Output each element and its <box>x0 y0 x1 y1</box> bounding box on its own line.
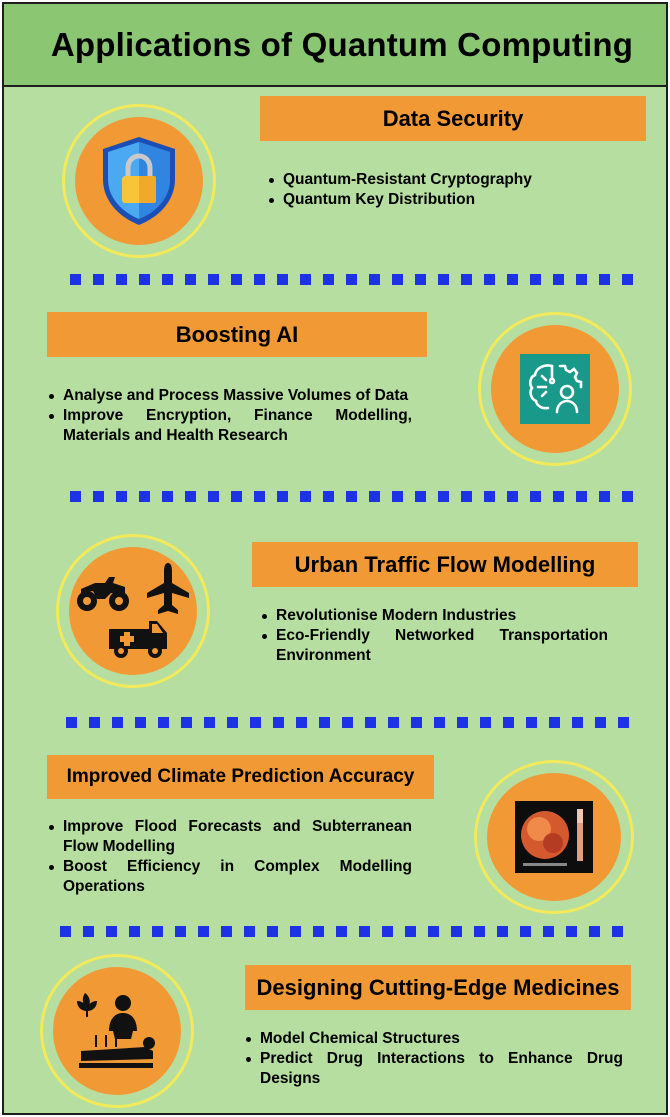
bullets-data-security <box>267 170 627 210</box>
section-title-data-security: Data Security <box>260 96 646 141</box>
climate-icon-ring <box>474 760 634 914</box>
bullet-item: Quantum Key Distribution <box>267 190 627 210</box>
section-divider <box>60 926 631 937</box>
bullets-climate <box>47 817 412 897</box>
section-title-boosting-ai: Boosting AI <box>47 312 427 357</box>
bullets-medicines <box>244 1029 623 1089</box>
section-divider <box>70 491 641 502</box>
shield-lock-icon <box>99 135 179 227</box>
bullets-boosting-ai <box>47 386 412 446</box>
section-divider <box>66 717 637 728</box>
bullet-item: Revolutionise Modern Industries <box>260 606 608 626</box>
bullet-item: Model Chemical Structures <box>244 1029 623 1049</box>
section-divider <box>70 274 641 285</box>
page-title: Applications of Quantum Computing <box>50 25 634 63</box>
data-security-icon-ring <box>62 104 216 258</box>
bullets-urban-traffic <box>260 606 608 666</box>
bullet-item: Improve Encryption, Finance Modelling, Materials and Health Research <box>47 406 412 446</box>
bullet-item: Eco-Friendly Networked Transportation Environment <box>260 626 608 666</box>
climate-map-icon <box>515 801 593 873</box>
bullet-item: Analyse and Process Massive Volumes of Data <box>47 386 412 406</box>
section-title-medicines: Designing Cutting-Edge Medicines <box>245 965 631 1010</box>
urban-traffic-icon-ring <box>56 534 210 688</box>
medicines-icon-ring <box>40 954 194 1108</box>
section-title-climate: Improved Climate Prediction Accuracy <box>47 755 434 799</box>
medical-treatment-icon <box>75 989 159 1073</box>
bullet-item: Boost Efficiency in Complex Modelling Operations <box>47 857 412 897</box>
ai-brain-icon <box>520 354 590 424</box>
bullet-item: Quantum-Resistant Cryptography <box>267 170 627 190</box>
boosting-ai-icon-ring <box>478 312 632 466</box>
header <box>2 2 668 87</box>
transport-vehicles-icon <box>75 561 191 661</box>
section-title-urban-traffic: Urban Traffic Flow Modelling <box>252 542 638 587</box>
bullet-item: Predict Drug Interactions to Enhance Drug Designs <box>244 1049 623 1089</box>
bullet-item: Improve Flood Forecasts and Subterranean Flow Modelling <box>47 817 412 857</box>
